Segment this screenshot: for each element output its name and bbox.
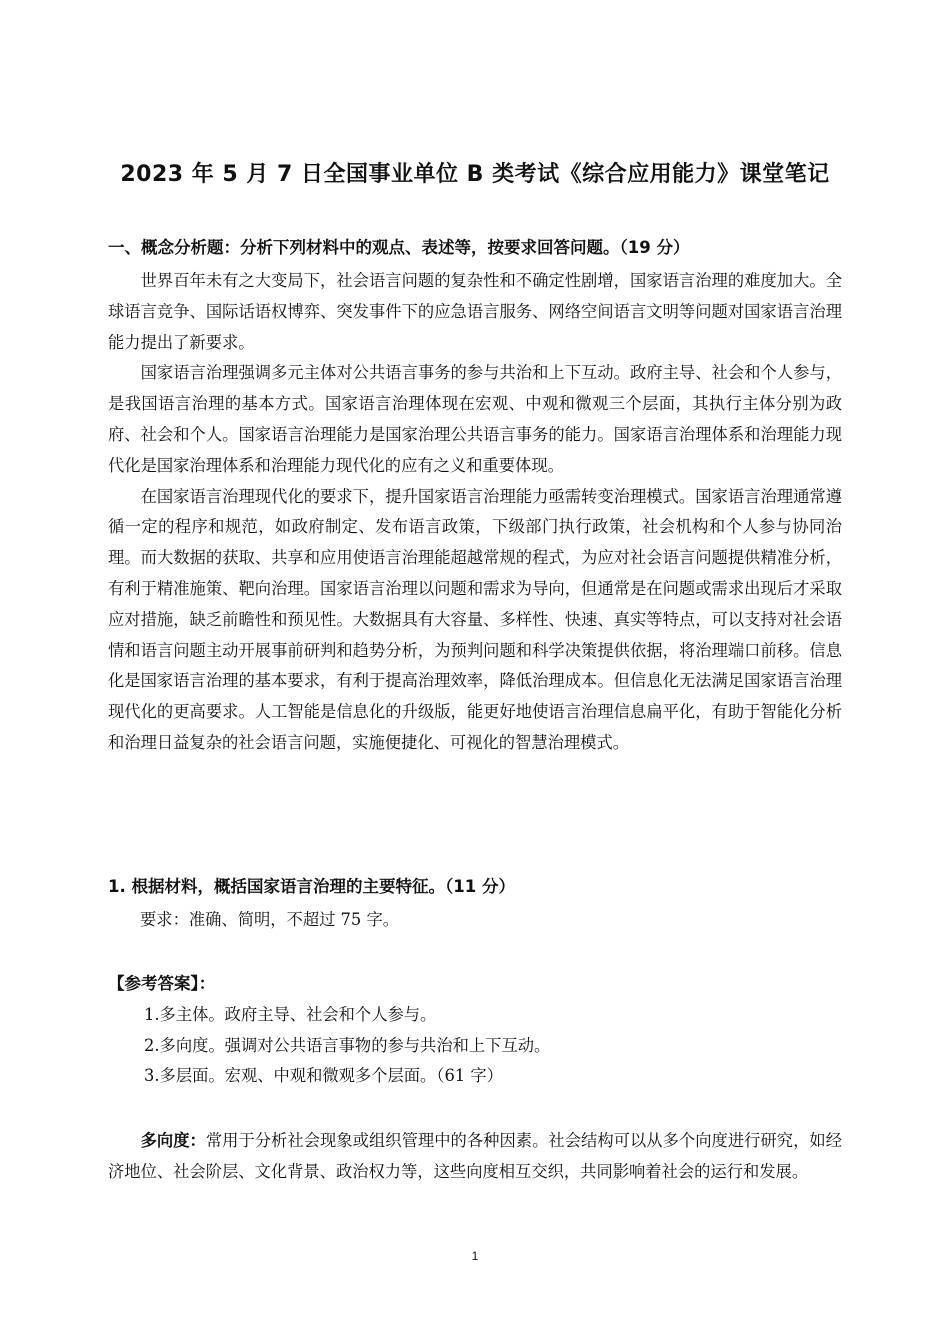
term-note [108,1126,842,1188]
answer-list [144,1000,550,1092]
note-text: 常用于分析社会现象或组织管理中的各种因素。社会结构可以从多个向度进行研究，如经济地位、社会阶层、文化背景、政治权力等，这些向度相互交织，共同影响着社会的运行和发展。 [108,1131,842,1181]
answer-item: 3.多层面。宏观、中观和微观多个层面。（61 字） [144,1066,503,1085]
document-title: 2023 年 5 月 7 日全国事业单位 B 类考试《综合应用能力》课堂笔记 [120,162,830,187]
note-term: 多向度： [140,1131,206,1150]
answer-heading: 【参考答案】： [108,974,216,993]
section-heading: 一、概念分析题：分析下列材料中的观点、表述等，按要求回答问题。（19 分） [108,238,690,257]
material-paragraph: 在国家语言治理现代化的要求下，提升国家语言治理能力亟需转变治理模式。国家语言治理通常遵循一定的程序和规范，如政府制定、发布语言政策，下级部门执行政策，社会机构和个人参与协同治理。而大数据的获取、共享和应用使语言治理能超越常规的程式，为应对社会语言问题提供精准分析，有利于精准施策、靶向治理。国家语言治理以问题和需求为导向，但通常是在问题或需求出现后才采取应对措施，缺乏前瞻性和预见性。大数据具有大容量、多样性、快速、真实等特点，可以支持对社会语情和语言问题主动开展事前研判和趋势分析，为预判问题和科学决策提供依据，将治理端口前移。信息化是国家语言治理的基本要求，有利于提高治理效率，降低治理成本。但信息化无法满足国家语言治理现代化的更高要求。人工智能是信息化的升级版，能更好地使语言治理信息扁平化，有助于智能化分析和治理日益复杂的社会语言问题，实施便捷化、可视化的智慧治理模式。 [108,486,842,752]
answer-item: 2.多向度。强调对公共语言事物的参与共治和上下互动。 [144,1035,551,1055]
question-heading: 1. 根据材料，概括国家语言治理的主要特征。（11 分） [108,877,515,896]
page-number: 1 [471,1249,479,1263]
material-text [108,266,842,759]
answer-item: 1.多主体。政府主导、社会和个人参与。 [144,1005,437,1024]
material-paragraph: 国家语言治理强调多元主体对公共语言事务的参与共治和上下互动。政府主导、社会和个人参与，是我国语言治理的基本方式。国家语言治理体现在宏观、中观和微观三个层面，其执行主体分别为政府、社会和个人。国家语言治理能力是国家治理公共语言事务的能力。国家语言治理体系和治理能力现代化是国家治理体系和治理能力现代化的应有之义和重要体现。 [108,363,842,475]
material-paragraph: 世界百年未有之大变局下，社会语言问题的复杂性和不确定性剧增，国家语言治理的难度加大。全球语言竞争、国际话语权博弈、突发事件下的应急语言服务、网络空间语言文明等问题对国家语言治理能力提出了新要求。 [108,271,842,352]
question-requirement: 要求：准确、简明，不超过 75 字。 [140,910,400,929]
